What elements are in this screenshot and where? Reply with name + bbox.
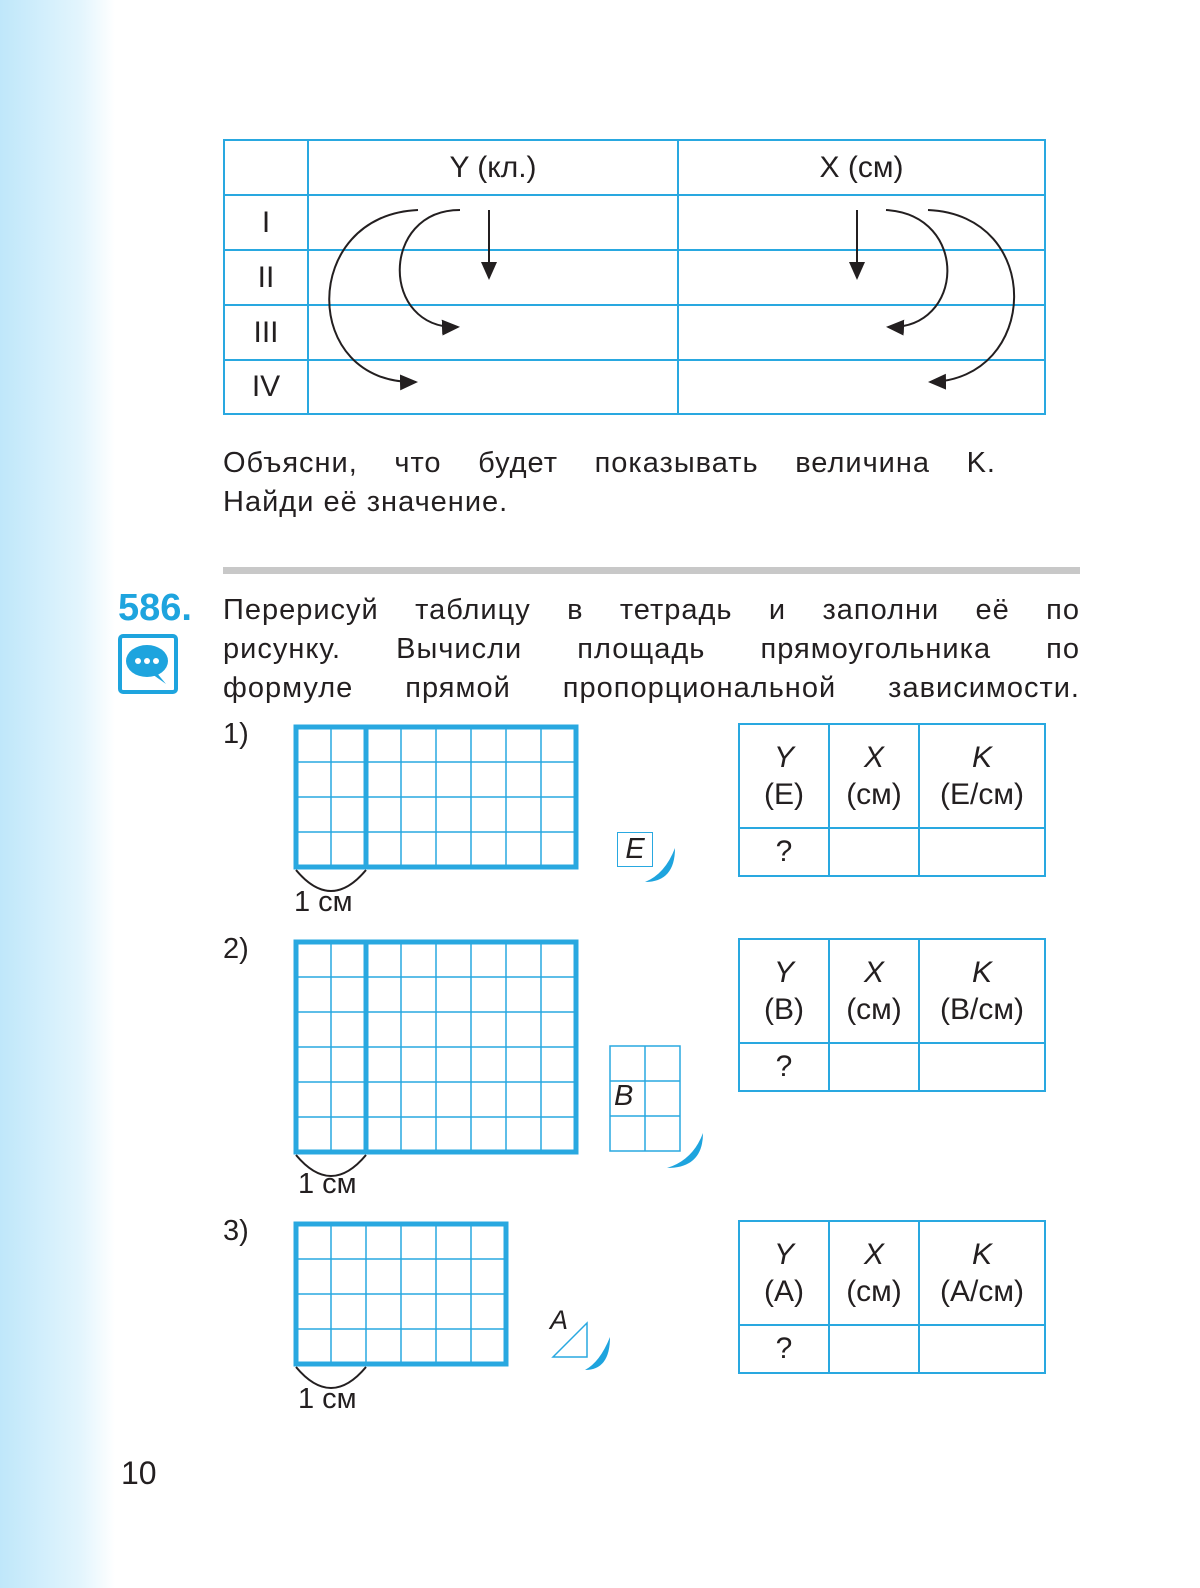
row-label: II xyxy=(224,250,308,305)
page-number: 10 xyxy=(121,1455,157,1491)
col-k: K (E/см) xyxy=(919,724,1045,828)
header-x: X (см) xyxy=(678,140,1045,195)
row-label: I xyxy=(224,195,308,250)
col-x: X (см) xyxy=(829,724,919,828)
unit-b-label: B xyxy=(614,1080,634,1112)
answer-table-3 xyxy=(738,1220,1046,1374)
scale-label-3: 1 см xyxy=(298,1383,357,1415)
item-label-2: 2) xyxy=(223,933,249,965)
col-x: X (см) xyxy=(829,1221,919,1325)
col-y: Y (A) xyxy=(739,1221,829,1325)
cell-empty xyxy=(829,828,919,876)
header-y: Y (кл.) xyxy=(308,140,678,195)
explain-text-line1: Объясни, что будет показывать величина K. xyxy=(223,447,996,479)
unit-e-square: E xyxy=(617,832,653,867)
cell-empty xyxy=(919,1043,1045,1091)
task-line3: формуле прямой пропорциональной зависимости. xyxy=(223,672,1080,704)
explain-text-line2: Найди её значение. xyxy=(223,486,509,518)
crescent-mark-3 xyxy=(585,1337,610,1370)
cell-unknown: ? xyxy=(739,828,829,876)
cell-unknown: ? xyxy=(739,1043,829,1091)
task-line1: Перерисуй таблицу в тетрадь и заполни её по xyxy=(223,594,1080,626)
cell-empty xyxy=(829,1325,919,1373)
unit-a-label: A xyxy=(550,1305,569,1335)
scale-label-2: 1 см xyxy=(298,1168,357,1200)
cell-empty xyxy=(919,828,1045,876)
col-x: X (см) xyxy=(829,939,919,1043)
cell-empty xyxy=(919,1325,1045,1373)
item-label-1: 1) xyxy=(223,718,249,750)
col-k: K (B/см) xyxy=(919,939,1045,1043)
task-number: 586. xyxy=(118,587,192,629)
row-label: IV xyxy=(224,360,308,414)
cell-empty xyxy=(829,1043,919,1091)
scale-label-1: 1 см xyxy=(294,886,353,918)
answer-table-1 xyxy=(738,723,1046,877)
answer-table-2 xyxy=(738,938,1046,1092)
col-y: Y (E) xyxy=(739,724,829,828)
task-line2: рисунку. Вычисли площадь прямоугольника по xyxy=(223,633,1080,665)
col-k: K (A/см) xyxy=(919,1221,1045,1325)
item-label-3: 3) xyxy=(223,1215,249,1247)
col-y: Y (B) xyxy=(739,939,829,1043)
cell-unknown: ? xyxy=(739,1325,829,1373)
row-label: III xyxy=(224,305,308,360)
